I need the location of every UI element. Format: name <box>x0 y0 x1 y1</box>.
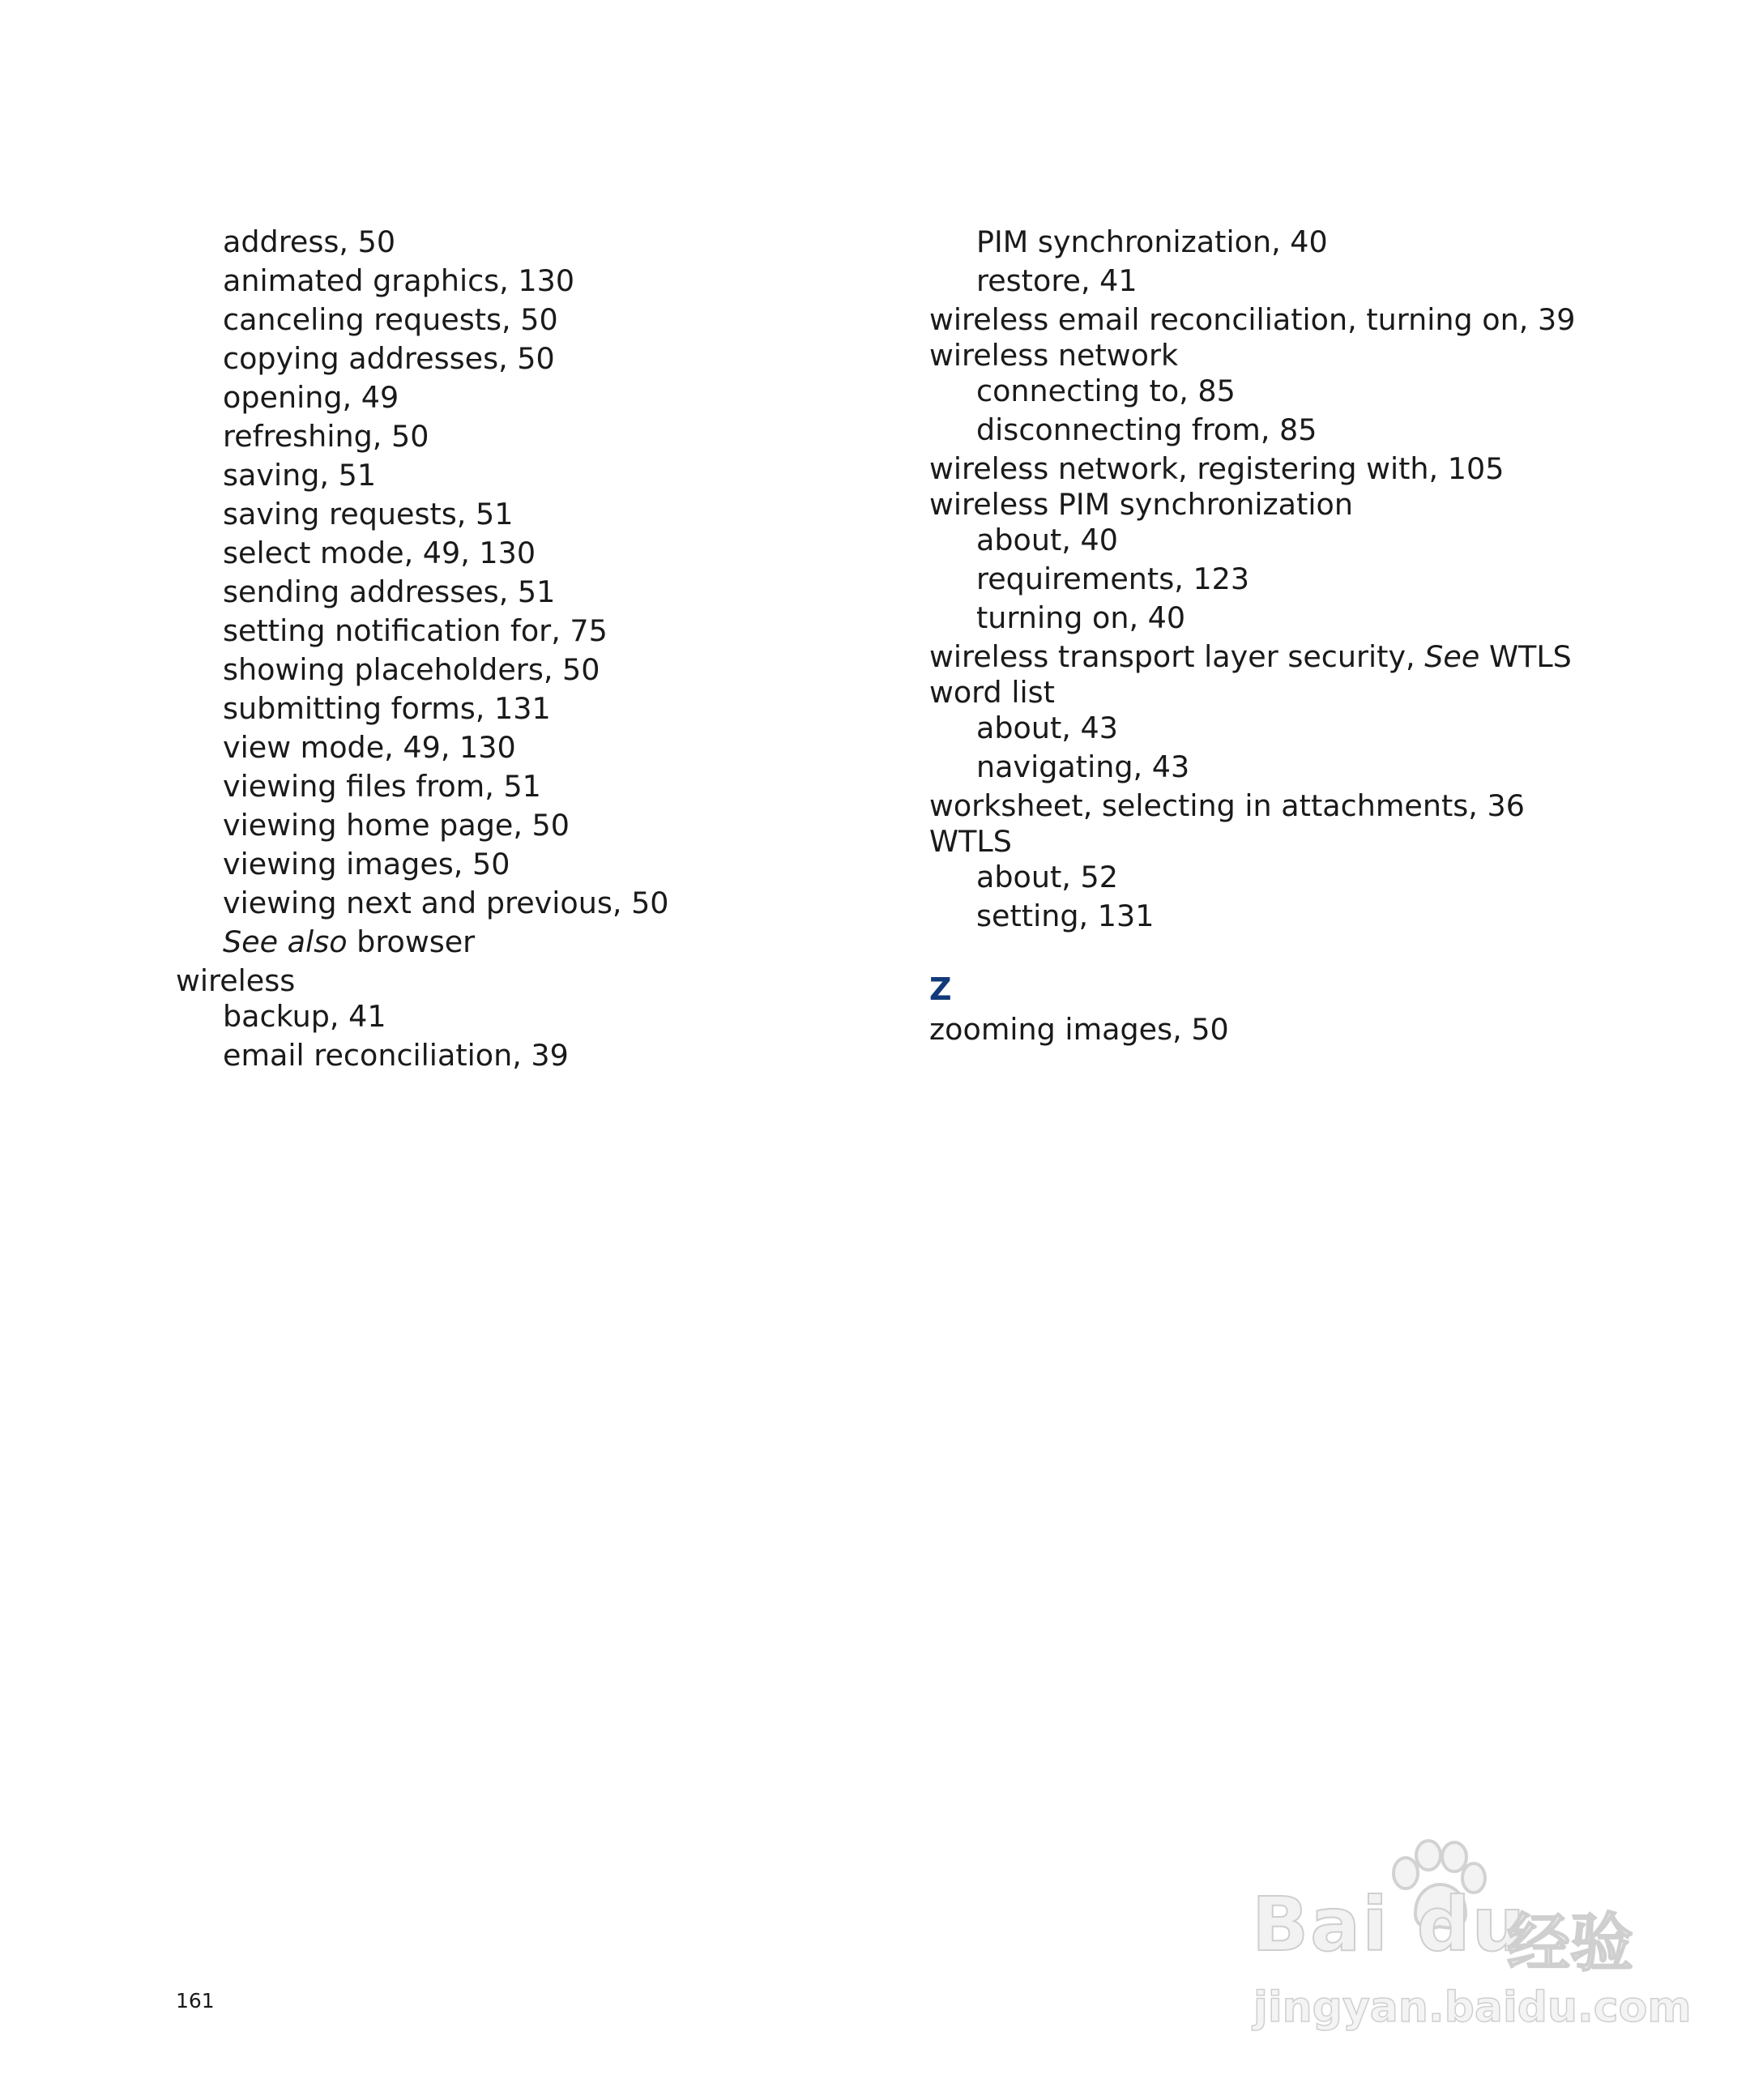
index-subentry: setting notification for, 75 <box>223 613 608 648</box>
index-left-column <box>176 223 873 1075</box>
index-subentry: turning on, 40 <box>976 600 1186 635</box>
watermark-brand: Bai du <box>1252 1881 1527 1968</box>
index-subentry: about, 52 <box>976 860 1118 894</box>
baidu-watermark <box>1244 1839 1692 2050</box>
see-prefix: wireless transport layer security, <box>929 639 1425 674</box>
index-subentry: email reconciliation, 39 <box>223 1038 569 1073</box>
index-subentry: connecting to, 85 <box>976 373 1236 408</box>
index-subentry: showing placeholders, 50 <box>223 652 600 687</box>
index-subentry: navigating, 43 <box>976 749 1190 784</box>
index-right-column <box>929 223 1658 1049</box>
index-subentry: animated graphics, 130 <box>223 263 575 298</box>
index-subentry: PIM synchronization, 40 <box>976 224 1328 259</box>
index-entry: WTLS <box>929 824 1012 859</box>
index-entry: wireless network <box>929 338 1179 373</box>
index-subentry: about, 43 <box>976 711 1118 745</box>
index-entry: wireless network, registering with, 105 <box>929 451 1505 486</box>
see-target: WTLS <box>1479 639 1572 674</box>
index-subentry: viewing images, 50 <box>223 847 510 881</box>
index-subentry: requirements, 123 <box>976 561 1250 596</box>
index-subentry: refreshing, 50 <box>223 419 429 454</box>
index-subentry: sending addresses, 51 <box>223 574 556 609</box>
index-subentry: viewing home page, 50 <box>223 808 570 843</box>
index-subentry: viewing files from, 51 <box>223 769 541 804</box>
index-subentry: saving requests, 51 <box>223 497 514 531</box>
index-entry-wireless: wireless <box>176 963 296 998</box>
see-also-target: browser <box>347 924 476 959</box>
see-label: See <box>1424 639 1480 674</box>
section-heading-z: Z <box>929 971 952 1007</box>
page-number: 161 <box>176 1989 215 2012</box>
index-subentry: saving, 51 <box>223 458 377 493</box>
index-subentry: select mode, 49, 130 <box>223 536 536 570</box>
index-entry: wireless email reconciliation, turning on, 39 <box>929 302 1576 337</box>
index-subentry: submitting forms, 131 <box>223 691 551 726</box>
see-also-label: See also <box>223 924 348 959</box>
index-subentry: viewing next and previous, 50 <box>223 886 669 920</box>
index-subentry: address, 50 <box>223 224 396 259</box>
index-subentry: setting, 131 <box>976 898 1155 933</box>
watermark-url: jingyan.baidu.com <box>1253 1983 1692 2032</box>
index-subentry: opening, 49 <box>223 380 399 415</box>
index-subentry: restore, 41 <box>976 263 1138 298</box>
index-subentry: disconnecting from, 85 <box>976 412 1317 447</box>
index-subentry: copying addresses, 50 <box>223 341 555 376</box>
index-entry: zooming images, 50 <box>929 1012 1229 1047</box>
index-subentry: canceling requests, 50 <box>223 302 558 337</box>
index-subentry: about, 40 <box>976 523 1118 557</box>
index-entry: worksheet, selecting in attachments, 36 <box>929 788 1525 823</box>
see-also-entry <box>176 923 873 962</box>
index-entry-wtls-see <box>929 638 1658 677</box>
index-entry: wireless PIM synchronization <box>929 487 1353 522</box>
watermark-cn: 经验 <box>1507 1907 1634 1980</box>
index-subentry: backup, 41 <box>223 999 386 1034</box>
index-entry: word list <box>929 675 1055 710</box>
index-subentry: view mode, 49, 130 <box>223 730 516 765</box>
